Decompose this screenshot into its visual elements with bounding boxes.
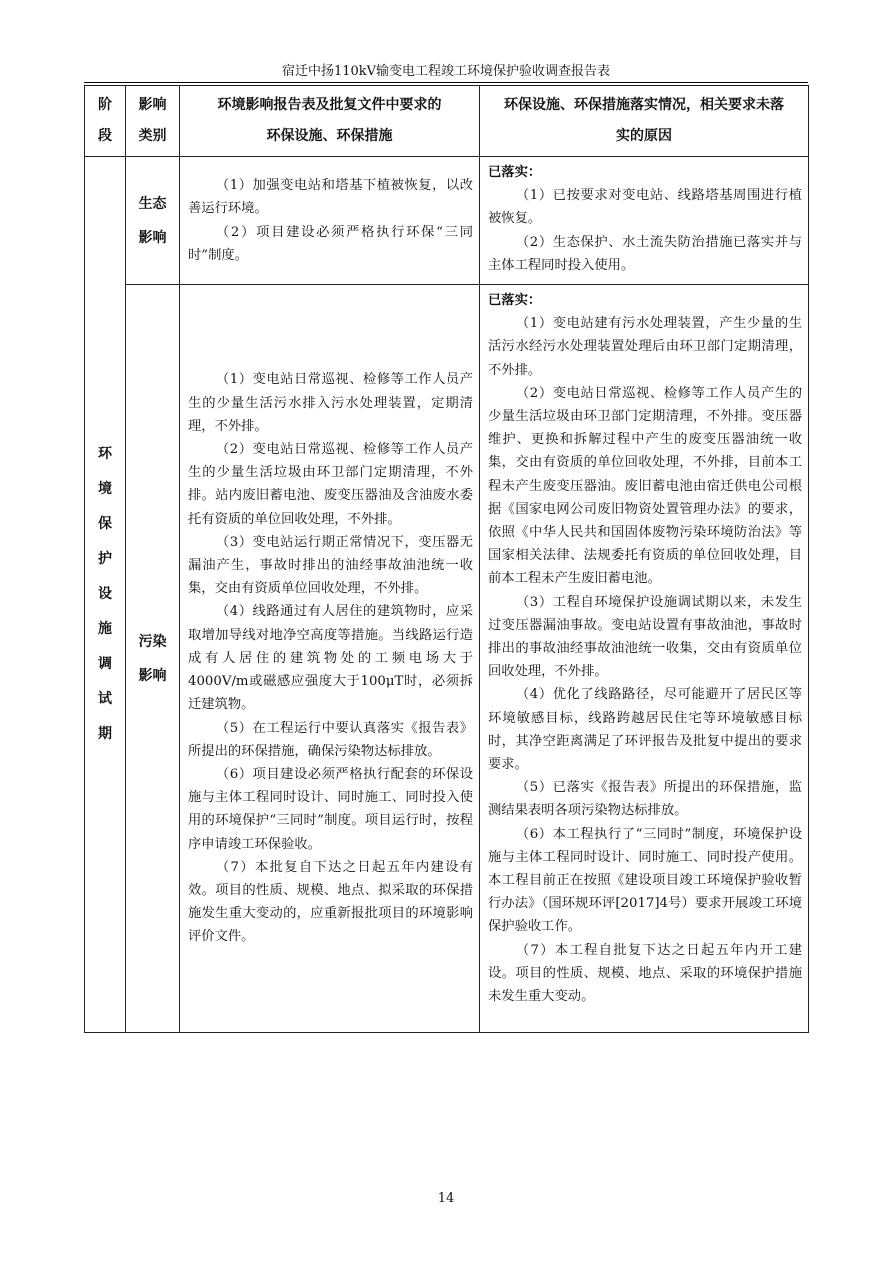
requirement-item: （7）本批复自下达之日起五年内建设有效。项目的性质、规模、地点、拟采取的环保措施发生重大变动的，应重新报批项目的环境影响评价文件。	[188, 859, 473, 945]
implementation-item: （2）生态保护、水土流失防治措施已落实并与主体工程同时投入使用。	[488, 234, 802, 273]
requirement-item: （4）线路通过有人居住的建筑物时，应采取增加导线对地净空高度等措施。当线路运行造成有人居住的建筑物处的工频电场大于4000V/m或磁感应强度大于100μT时，必须拆迁建筑物。	[188, 604, 473, 713]
implementation-item: （3）工程自环境保护设施调试期以来，未发生过变压器漏油事故。变电站设置有事故油池，事故时排出的事故油经事故油池统一收集，交由有资质单位回收处理，不外排。	[488, 594, 802, 680]
requirements-ecology	[180, 157, 480, 285]
table-row	[85, 285, 809, 1033]
header-requirements: 环境影响报告表及批复文件中要求的 环保设施、环保措施	[180, 86, 480, 157]
header-implementation: 环保设施、环保措施落实情况，相关要求未落 实的原因	[480, 86, 809, 157]
stage-label: 环 境 保 护 设 施 调 试 期	[85, 157, 126, 1033]
requirements-pollution	[180, 285, 480, 1033]
implementation-item: （6）本工程执行了“三同时”制度，环境保护设施与主体工程同时设计、同时施工、同时投产使用。本工程目前正在按照《建设项目竣工环境保护验收暂行办法》（国环规环评[2017]4号）要求开展竣工环境保护验收工作。	[488, 826, 802, 935]
implementation-item: （1）已按要求对变电站、线路塔基周围进行植被恢复。	[488, 188, 802, 227]
implementation-item: （2）变电站日常巡视、检修等工作人员产生的少量生活垃圾由环卫部门定期清理，不外排。变压器维护、更换和拆解过程中产生的废变压器油统一收集，交由有资质的单位回收处理，不外排，目前本工程未产生废变压器油。废旧蓄电池由宿迁供电公司根据《国家电网公司废旧物资处置管理办法》的要求，依照《中华人民共和国固体废物污染环境防治法》等国家相关法律、法规委托有资质的单位回收处理，目前本工程未产生废旧蓄电池。	[488, 385, 802, 587]
requirement-item: （1）加强变电站和塔基下植被恢复，以改善运行环境。	[188, 178, 473, 217]
category-ecology: 生态 影响	[126, 157, 180, 285]
requirement-item: （1）变电站日常巡视、检修等工作人员产生的少量生活污水排入污水处理装置，定期清理，不外排。	[188, 372, 473, 434]
running-header: 宿迁中扬110kV输变电工程竣工环境保护验收调查报告表	[281, 64, 611, 79]
implementation-item: （5）已落实《报告表》所提出的环保措施，监测结果表明各项污染物达标排放。	[488, 780, 802, 819]
requirement-item: （5）在工程运行中要认真落实《报告表》所提出的环保措施，确保污染物达标排放。	[188, 720, 473, 759]
implementation-item: （4）优化了线路路径，尽可能避开了居民区等环境敏感目标，线路跨越居民住宅等环境敏感目标时，其净空距离满足了环评报告及批复中提出的要求要求。	[488, 687, 802, 773]
header-stage: 阶 段	[85, 86, 126, 157]
requirement-item: （3）变电站运行期正常情况下，变压器无漏油产生，事故时排出的油经事故油池统一收集，交由有资质单位回收处理，不外排。	[188, 534, 473, 597]
header-rule	[84, 82, 808, 83]
report-table	[84, 85, 809, 1033]
implementation-pollution	[480, 285, 809, 1033]
implementation-item: （1）变电站建有污水处理装置，产生少量的生活污水经污水处理装置处理后由环卫部门定期清理，不外排。	[488, 316, 802, 378]
header-category: 影响 类别	[126, 86, 180, 157]
table-row	[85, 157, 809, 285]
requirement-item: （6）项目建设必须严格执行配套的环保设施与主体工程同时设计、同时施工、同时投入使用的环境保护“三同时”制度。项目运行时，按程序申请竣工环保验收。	[188, 766, 473, 852]
implementation-item: （7）本工程自批复下达之日起五年内开工建设。项目的性质、规模、地点、采取的环境保护措施未发生重大变动。	[488, 942, 802, 1005]
table-header-row	[85, 86, 809, 157]
status-label: 已落实：	[488, 293, 542, 308]
status-label: 已落实：	[488, 165, 542, 180]
requirement-item: （2）项目建设必须严格执行环保“三同时”制度。	[188, 224, 473, 263]
requirement-item: （2）变电站日常巡视、检修等工作人员产生的少量生活垃圾由环卫部门定期清理，不外排。站内废旧蓄电池、废变压器油及含油废水委托有资质的单位回收处理，不外排。	[188, 442, 473, 527]
category-pollution: 污染 影响	[126, 285, 180, 1033]
page-number: 14	[437, 1191, 455, 1206]
implementation-ecology	[480, 157, 809, 285]
